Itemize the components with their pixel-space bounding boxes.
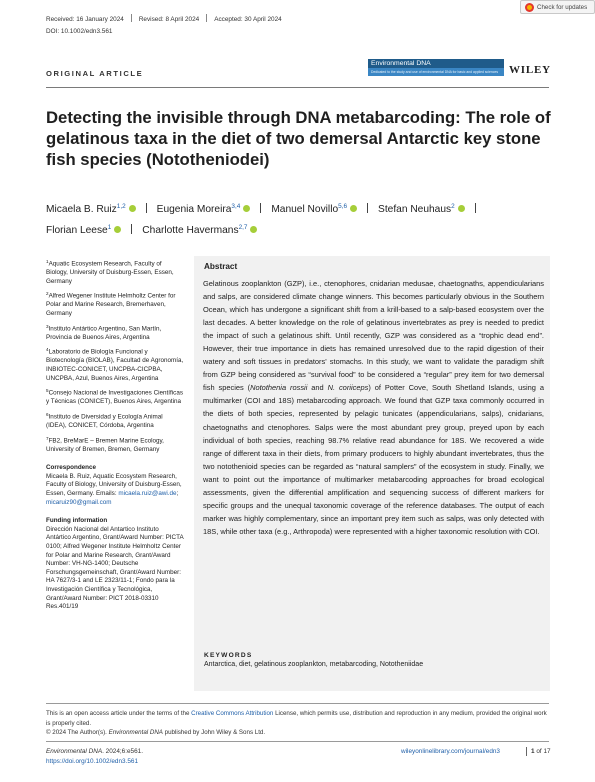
affiliation xyxy=(46,290,184,318)
affiliation xyxy=(46,323,184,343)
license-link[interactable]: Creative Commons Attribution xyxy=(191,710,274,717)
left-column xyxy=(46,258,184,612)
affiliation xyxy=(46,258,184,286)
affiliation xyxy=(46,435,184,455)
header-divider xyxy=(46,87,549,88)
author[interactable] xyxy=(46,225,121,236)
license-text: This is an open access article under the terms of the xyxy=(46,710,192,717)
author-name: Eugenia Moreira xyxy=(156,204,232,215)
citation-journal: Environmental DNA xyxy=(46,748,103,755)
license-notice xyxy=(46,709,551,738)
abstract-text xyxy=(203,277,544,538)
affiliation xyxy=(46,346,184,383)
affiliation-number: 4 xyxy=(46,347,49,353)
author[interactable] xyxy=(46,204,136,215)
author[interactable] xyxy=(142,225,257,236)
keywords-heading: KEYWORDS xyxy=(204,652,253,659)
author[interactable] xyxy=(157,204,251,215)
author-affiliation-sup: 1,2 xyxy=(116,203,126,210)
correspondence-text: Micaela B. Ruiz, Aquatic Ecosystem Research, Faculty of Biology, University of Duisburg-Essen, Essen, Germany. xyxy=(46,472,182,497)
author-separator xyxy=(475,203,476,213)
author-affiliation-sup: 3,4 xyxy=(231,203,241,210)
orcid-icon[interactable] xyxy=(129,205,136,212)
footer-separator xyxy=(526,747,527,756)
email-link[interactable]: micaruiz90@gmail.com xyxy=(46,498,112,506)
author-separator xyxy=(146,203,147,213)
author-separator xyxy=(260,203,261,213)
page-total: of 17 xyxy=(536,748,551,755)
publisher-logo: WILEY xyxy=(509,64,551,76)
page-number xyxy=(531,748,551,755)
affiliation xyxy=(46,411,184,431)
email-link[interactable]: micaela.ruiz@awi.de xyxy=(118,489,177,497)
abstract-heading: Abstract xyxy=(204,262,238,271)
abstract-part: Gelatinous zooplankton (GZP), i.e., ctenophores, cnidarian medusae, chaetognaths, appendicularians and salps, are considered climate change winners. This becomes particularly obvious in the Southern Ocean, which has undergone a significant shift from a krill-based to a salp-based ecosystem over the last decades. A better knowledge on the role of gelatinous invertebrates as prey is needed to predict the impact of such a gelatinous shift. Until recently, GZP was considered as a “trophic dead end”. However, their true importance in diets has remained unresolved due to the rapid digestion of their watery and soft tissues in predators' stomachs. In this study, we want to validate the paradigm shift from GZP being considered as “survival food” to be considered a “regular” prey item for two demersal fish species ( xyxy=(203,279,544,393)
correspondence-heading: Correspondence xyxy=(46,464,97,472)
copyright-journal: Environmental DNA xyxy=(108,729,163,737)
funding-heading: Funding information xyxy=(46,517,108,525)
species-name: Notothenia rossii xyxy=(250,383,308,393)
journal-logo-name: Environmental DNA xyxy=(371,60,431,67)
divider xyxy=(206,14,207,22)
article-type: ORIGINAL ARTICLE xyxy=(46,69,144,78)
author-name: Florian Leese xyxy=(46,225,108,236)
author-name: Charlotte Havermans xyxy=(142,225,239,236)
species-name: N. coriiceps xyxy=(327,383,369,393)
article-title: Detecting the invisible through DNA metabarcoding: The role of gelatinous taxa in the diet of two demersal Antarctic key stone fish species (Nototheniodei) xyxy=(46,108,551,169)
accepted-date: Accepted: 30 April 2024 xyxy=(214,16,282,23)
funding-text: Dirección Nacional del Antartico Instituto Antártico Argentino, Grant/Award Number: PICTA 0100; Alfred Wegener Institute Helmholtz Center for Polar and Marine Research, Grant/Award Number: VH-NG-1400; Deutsche Forschungsgemeinschaft, Grant/Award Number: HA 7627/3-1 and LE 2323/11-1; Fondo para la Investigación Científica y Tecnológica, Grant/Award Number: PICT 2018-03310 Res.401/19 xyxy=(46,525,184,611)
affiliation-number: 7 xyxy=(46,435,49,441)
footer-divider xyxy=(46,741,549,742)
license-text: License, which permits use, distribution and reproduction in any medium, provided the original work is properly cited. xyxy=(46,710,547,727)
author-name: Manuel Novillo xyxy=(271,204,339,215)
affiliation-text: Aquatic Ecosystem Research, Faculty of Biology, University of Duisburg-Essen, Essen, Germany xyxy=(46,260,174,285)
affiliation-number: 6 xyxy=(46,411,49,417)
check-for-updates-label: Check for updates xyxy=(537,3,588,11)
journal-logo xyxy=(368,59,504,76)
affiliation-text: Instituto Antártico Argentino, San Martín, Provincia de Buenos Aires, Argentina xyxy=(46,325,162,341)
orcid-icon[interactable] xyxy=(350,205,357,212)
author[interactable] xyxy=(378,204,465,215)
orcid-icon[interactable] xyxy=(114,226,121,233)
author-affiliation-sup: 2,7 xyxy=(238,224,248,231)
author-separator xyxy=(131,224,132,234)
author-affiliation-sup: 1 xyxy=(107,224,112,231)
affiliation-text: Instituto de Diversidad y Ecología Animal (IDEA), CONICET, Córdoba, Argentina xyxy=(46,413,163,429)
affiliation-number: 3 xyxy=(46,323,49,329)
check-for-updates-button[interactable] xyxy=(520,0,595,14)
author-name: Stefan Neuhaus xyxy=(378,204,452,215)
copyright-text: published by John Wiley & Sons Ltd. xyxy=(162,729,266,737)
received-date: Received: 16 January 2024 xyxy=(46,16,124,23)
journal-logo-subline: Dedicated to the study and use of environmental DNA for basic and applied sciences xyxy=(368,68,504,76)
affiliation xyxy=(46,387,184,407)
correspondence-block: Micaela B. Ruiz, Aquatic Ecosystem Research, Faculty of Biology, University of Duisburg-Essen, Essen, Germany. Emails: micaela.ruiz@awi.de; micaruiz90@gmail.com xyxy=(46,472,182,506)
emails-label: Emails: xyxy=(95,489,117,497)
orcid-icon[interactable] xyxy=(250,226,257,233)
keywords-text: Antarctica, diet, gelatinous zooplankton, metabarcoding, Nototheniidae xyxy=(204,661,424,668)
author[interactable] xyxy=(271,204,357,215)
author-affiliation-sup: 2 xyxy=(451,203,455,210)
author-list xyxy=(46,198,556,240)
author-affiliation-sup: 5,6 xyxy=(338,203,348,210)
affiliation-number: 2 xyxy=(46,291,49,297)
divider xyxy=(131,14,132,22)
abstract-part: and xyxy=(307,383,328,393)
article-dates xyxy=(46,14,282,23)
author-name: Micaela B. Ruiz xyxy=(46,204,117,215)
citation-volume: . 2024;6:e561. xyxy=(102,748,143,755)
affiliation-text: Alfred Wegener Institute Helmholtz Center for Polar and Marine Research, Bremerhaven, Germany xyxy=(46,292,176,317)
journal-site-link[interactable]: wileyonlinelibrary.com/journal/edn3 xyxy=(401,748,500,755)
copyright-text: © 2024 The Author(s). xyxy=(46,729,109,737)
author-separator xyxy=(367,203,368,213)
affiliation-text: FB2, BreMarE – Bremen Marine Ecology, University of Bremen, Bremen, Germany xyxy=(46,437,164,453)
footer-divider xyxy=(46,703,549,704)
affiliation-number: 5 xyxy=(46,388,49,394)
abstract-part: ) of Potter Cove, South Shetland Islands, using a multimarker (COI and 18S) metabarcoding approach. We found that GZP taxa commonly occurred in the diets of both species, represented by pelagic tunicates (appendicularians, salps), cnidarians, chaetognaths and ctenophores. Salps were the most abundant prey group, preyed upon by each individual of both species, reaching 98.7% relative read abundance for 18S. We recovered a wide range of different taxa in their diets, from primary producers to highly abundant invertebrates, thus the two notothenioid species can be regarded as “natural samplers” of the ecosystem in study. Finally, we want to point out the importance of multimarker metabarcoding approaches for broad ecological assessments, given the differential amplification and sequencing success of different markers for specific groups and the unequal taxonomic coverage of the reference databases. The output of each marker was highly complementary, since an important prey item such as salps, was only detected with 18S, while other taxa (e.g., Arthropoda) were represented with a higher taxonomic resolution with COI. xyxy=(203,383,544,536)
citation-line xyxy=(46,748,143,755)
affiliation-text: Laboratorio de Biología Funcional y Biotecnología (BIOLAB), Facultad de Agronomía, INBIOTEC-CONICET, UNCPBA-CICPBA, UNCPBA, Azul, Buenos Aires, Argentina xyxy=(46,348,184,382)
revised-date: Revised: 8 April 2024 xyxy=(138,16,200,23)
orcid-icon[interactable] xyxy=(458,205,465,212)
affiliation-number: 1 xyxy=(46,259,49,264)
orcid-icon[interactable] xyxy=(243,205,250,212)
article-doi: DOI: 10.1002/edn3.561 xyxy=(46,28,113,35)
page-current: 1 xyxy=(531,748,535,755)
doi-link[interactable]: https://doi.org/10.1002/edn3.561 xyxy=(46,758,139,765)
affiliation-text: Consejo Nacional de Investigaciones Científicas y Técnicas (CONICET), Buenos Aires, Argentina xyxy=(46,389,183,406)
crossmark-icon xyxy=(525,3,534,12)
